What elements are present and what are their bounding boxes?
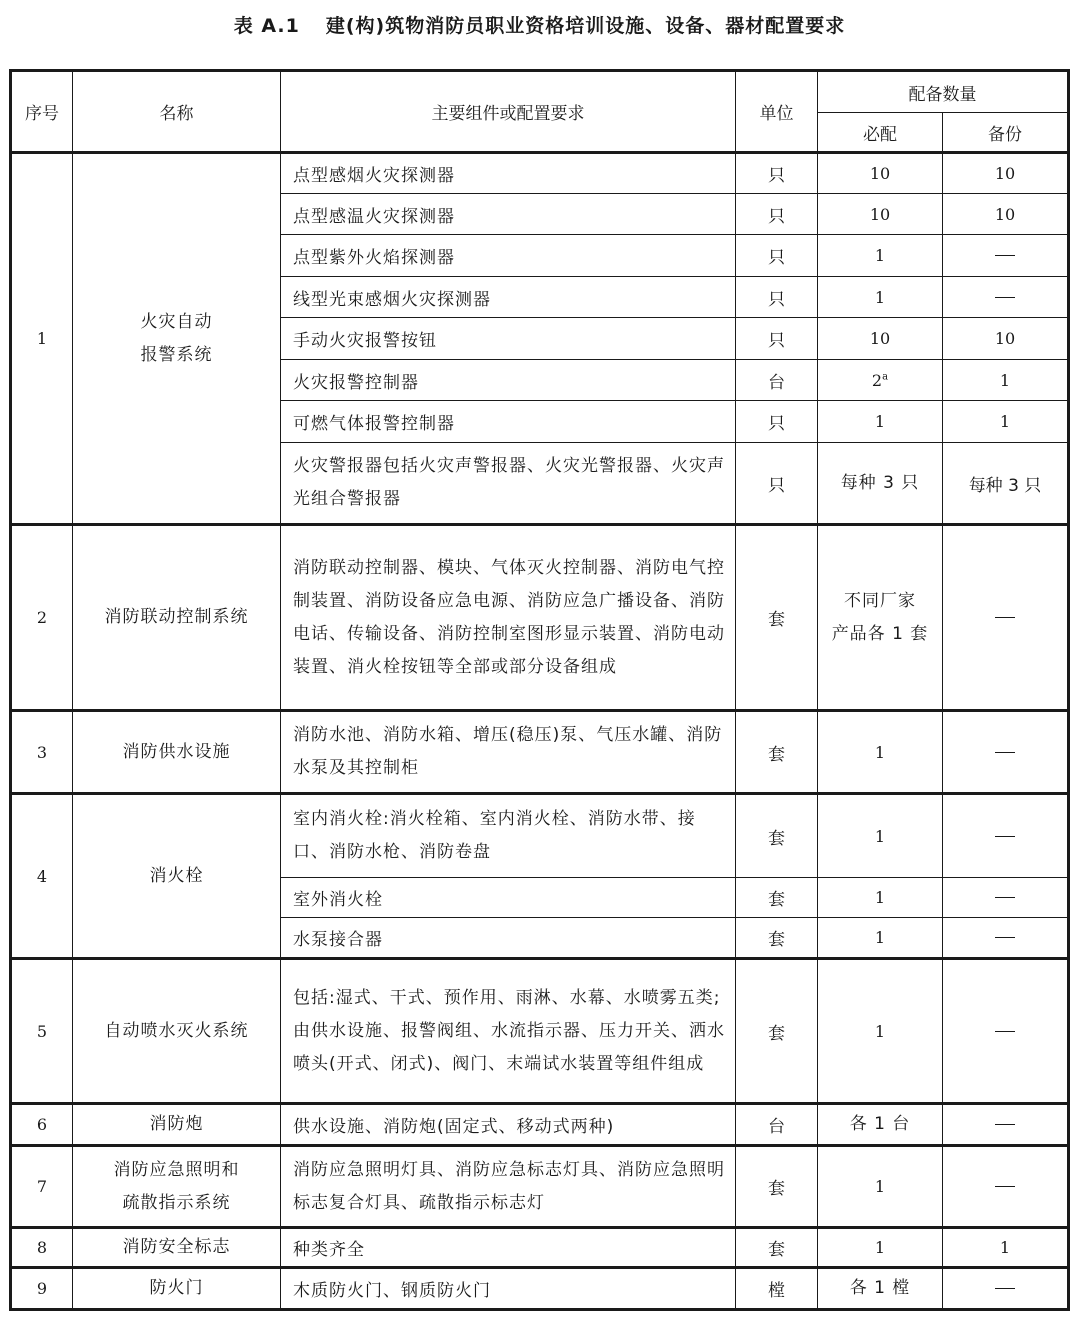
row-backup-text [995, 255, 1015, 256]
row-seq-text: 5 [36, 1021, 48, 1041]
row-requirement [281, 153, 736, 194]
row-unit [736, 794, 818, 878]
row-backup-text [995, 1186, 1015, 1187]
table-row [11, 711, 1069, 794]
row-backup [943, 1268, 1069, 1310]
row-unit [736, 1268, 818, 1310]
row-seq-text: 3 [36, 742, 48, 762]
header-quantity: 配备数量 [818, 71, 1069, 113]
row-required [818, 1228, 943, 1268]
row-name [73, 1104, 281, 1146]
row-required-text: 1 [874, 888, 886, 907]
row-requirement [281, 1104, 736, 1146]
row-name [73, 1228, 281, 1268]
table-row [11, 959, 1069, 1104]
row-requirement-text: 点型紫外火焰探测器 [293, 248, 455, 268]
row-requirement [281, 277, 736, 318]
row-unit [736, 1228, 818, 1268]
row-required-text: 1 [874, 1177, 886, 1196]
row-name [73, 525, 281, 711]
row-required-text: 1 [874, 1238, 886, 1257]
row-requirement [281, 1146, 736, 1228]
row-backup [943, 318, 1069, 360]
row-requirement-text: 手动火灾报警按钮 [293, 331, 437, 351]
footnote-marker: a [882, 371, 889, 383]
row-required [818, 1268, 943, 1310]
row-requirement [281, 959, 736, 1104]
row-required-text: 不同厂家 产品各 1 套 [831, 590, 929, 644]
row-required-text: 1 [874, 287, 886, 307]
row-required [818, 711, 943, 794]
row-backup [943, 711, 1069, 794]
row-required [818, 878, 943, 918]
row-backup [943, 878, 1069, 918]
row-requirement [281, 918, 736, 959]
row-backup [943, 1228, 1069, 1268]
row-requirement-text: 消防应急照明灯具、消防应急标志灯具、消防应急照明标志复合灯具、疏散指示标志灯 [293, 1159, 725, 1213]
row-backup-text: 10 [994, 164, 1016, 183]
row-requirement [281, 1228, 736, 1268]
row-name [73, 959, 281, 1104]
row-unit-text: 只 [768, 414, 785, 434]
row-unit-text: 只 [768, 248, 785, 268]
row-unit [736, 401, 818, 443]
row-unit [736, 277, 818, 318]
row-required [818, 443, 943, 525]
row-backup-text: 1 [999, 1238, 1011, 1257]
row-required-text: 1 [874, 826, 886, 846]
row-required-text: 2 [871, 370, 883, 390]
row-requirement-text: 点型感烟火灾探测器 [293, 166, 455, 186]
row-required-text: 10 [869, 164, 891, 183]
row-required [818, 401, 943, 443]
row-name-text: 消防供水设施 [122, 741, 231, 762]
row-required [818, 153, 943, 194]
row-backup-text [995, 836, 1015, 837]
row-backup-text [995, 1031, 1015, 1032]
row-name-text: 消防应急照明和 疏散指示系统 [113, 1159, 240, 1213]
row-unit [736, 918, 818, 959]
row-requirement [281, 194, 736, 235]
row-name-text: 自动喷水灭火系统 [104, 1020, 249, 1041]
row-backup [943, 794, 1069, 878]
table-code: 表 A.1 [233, 15, 300, 37]
row-required-text: 各 1 台 [849, 1114, 911, 1134]
header-seq: 序号 [11, 71, 73, 153]
row-requirement-text: 室内消火栓:消火栓箱、室内消火栓、消防水带、接口、消防水枪、消防卷盘 [293, 809, 696, 862]
row-backup-text [995, 752, 1015, 753]
row-unit [736, 194, 818, 235]
row-seq-text: 6 [36, 1115, 48, 1134]
table-body [11, 153, 1069, 1310]
row-name [73, 153, 281, 525]
table-row [11, 1228, 1069, 1268]
row-unit [736, 360, 818, 401]
row-required-text: 1 [874, 412, 886, 431]
row-required-text: 每种 3 只 [840, 472, 920, 493]
row-backup [943, 1104, 1069, 1146]
table-row [11, 1146, 1069, 1228]
row-required-text: 10 [869, 329, 891, 348]
row-backup-text [995, 297, 1015, 298]
row-backup-text [995, 1124, 1015, 1125]
row-unit-text: 只 [768, 289, 785, 310]
row-required [818, 1146, 943, 1228]
row-unit-text: 套 [768, 890, 785, 910]
row-name [73, 1268, 281, 1310]
row-backup-text [995, 937, 1015, 938]
row-required [818, 235, 943, 277]
row-requirement-text: 室外消火栓 [293, 890, 383, 910]
row-requirement [281, 1268, 736, 1310]
row-requirement-text: 火灾报警控制器 [293, 372, 419, 393]
row-requirement-text: 水泵接合器 [293, 930, 383, 950]
row-unit [736, 1104, 818, 1146]
row-backup-text [995, 1288, 1015, 1289]
row-required [818, 918, 943, 959]
table-row [11, 1268, 1069, 1310]
row-requirement [281, 318, 736, 360]
row-seq [11, 525, 73, 711]
row-unit-text: 只 [768, 166, 785, 186]
row-seq-text: 2 [36, 608, 48, 627]
row-requirement-text: 包括:湿式、干式、预作用、雨淋、水幕、水喷雾五类;由供水设施、报警阀组、水流指示器、压力开关、洒水喷头(开式、闭式)、阀门、末端试水装置等组件组成 [293, 987, 725, 1074]
row-seq [11, 711, 73, 794]
row-seq [11, 794, 73, 959]
row-requirement-text: 消防联动控制器、模块、气体灭火控制器、消防电气控制装置、消防设备应急电源、消防应急广播设备、消防电话、传输设备、消防控制室图形显示装置、消防电动装置、消火栓按钮等全部或部分设备组成 [293, 557, 725, 677]
row-backup-text [995, 617, 1015, 618]
row-unit [736, 959, 818, 1104]
row-name [73, 711, 281, 794]
header-backup: 备份 [943, 113, 1069, 153]
row-required [818, 959, 943, 1104]
row-backup [943, 918, 1069, 959]
row-required [818, 318, 943, 360]
header-name: 名称 [73, 71, 281, 153]
row-requirement [281, 235, 736, 277]
row-required [818, 525, 943, 711]
row-seq-text: 9 [36, 1279, 48, 1298]
row-unit-text: 套 [768, 1179, 785, 1199]
table-row [11, 794, 1069, 878]
row-backup-text: 1 [999, 370, 1011, 390]
row-requirement-text: 供水设施、消防炮(固定式、移动式两种) [293, 1117, 615, 1137]
row-requirement-text: 火灾警报器包括火灾声警报器、火灾光警报器、火灾声光组合警报器 [293, 456, 725, 509]
row-unit [736, 153, 818, 194]
row-unit-text: 只 [768, 331, 785, 351]
table-title [0, 6, 1079, 46]
row-name [73, 794, 281, 959]
row-unit-text: 套 [768, 610, 785, 630]
row-unit-text: 套 [768, 1023, 785, 1044]
row-unit-text: 台 [768, 1117, 785, 1137]
row-backup [943, 525, 1069, 711]
row-seq-text: 4 [36, 866, 48, 886]
row-unit-text: 套 [768, 930, 785, 950]
table-row [11, 153, 1069, 194]
row-backup [943, 153, 1069, 194]
row-backup [943, 959, 1069, 1104]
row-backup [943, 194, 1069, 235]
row-requirement [281, 794, 736, 878]
row-backup-text: 1 [999, 412, 1011, 431]
row-unit-text: 只 [768, 206, 785, 227]
row-name-text: 防火门 [149, 1278, 204, 1298]
row-required-text: 1 [874, 1021, 886, 1041]
row-name [73, 1146, 281, 1228]
header-required: 必配 [818, 113, 943, 153]
row-requirement [281, 401, 736, 443]
row-requirement [281, 711, 736, 794]
row-backup [943, 277, 1069, 318]
row-name-text: 消防炮 [149, 1114, 204, 1134]
row-unit [736, 235, 818, 277]
row-requirement-text: 可燃气体报警控制器 [293, 414, 455, 434]
row-requirement-text: 消防水池、消防水箱、增压(稳压)泵、气压水罐、消防水泵及其控制柜 [293, 725, 723, 778]
row-requirement [281, 878, 736, 918]
row-unit [736, 711, 818, 794]
row-requirement [281, 443, 736, 525]
table-title-text: 建(构)筑物消防员职业资格培训设施、设备、器材配置要求 [325, 15, 846, 37]
row-unit-text: 套 [768, 1240, 785, 1260]
row-backup-text: 10 [994, 329, 1016, 348]
row-required [818, 360, 943, 401]
row-name-text: 消火栓 [149, 865, 204, 886]
row-unit [736, 525, 818, 711]
row-seq-text: 8 [36, 1238, 48, 1257]
row-required [818, 277, 943, 318]
row-name-text: 消防联动控制系统 [104, 607, 249, 627]
row-required-text: 1 [874, 928, 886, 947]
row-unit-text: 台 [768, 372, 785, 393]
row-unit-text: 套 [768, 744, 785, 765]
row-unit [736, 878, 818, 918]
table-row [11, 525, 1069, 711]
row-backup-text: 10 [994, 204, 1016, 224]
row-requirement-text: 木质防火门、钢质防火门 [293, 1281, 491, 1301]
row-backup [943, 235, 1069, 277]
row-backup [943, 401, 1069, 443]
row-seq-text: 1 [36, 329, 48, 348]
row-seq [11, 1146, 73, 1228]
row-unit-text: 套 [768, 828, 785, 849]
row-backup-text [995, 897, 1015, 898]
header-requirement: 主要组件或配置要求 [281, 71, 736, 153]
row-unit [736, 318, 818, 360]
row-name-text: 火灾自动 报警系统 [140, 311, 213, 365]
row-seq-text: 7 [36, 1177, 48, 1196]
row-unit [736, 443, 818, 525]
row-required-text: 各 1 樘 [849, 1278, 911, 1298]
row-requirement-text: 点型感温火灾探测器 [293, 206, 455, 227]
row-unit [736, 1146, 818, 1228]
row-requirement [281, 360, 736, 401]
row-backup [943, 360, 1069, 401]
row-seq [11, 1228, 73, 1268]
row-required-text: 1 [874, 742, 886, 762]
row-requirement [281, 525, 736, 711]
row-seq [11, 1104, 73, 1146]
row-backup [943, 443, 1069, 525]
row-backup [943, 1146, 1069, 1228]
row-name-text: 消防安全标志 [122, 1237, 231, 1257]
row-required [818, 194, 943, 235]
row-seq [11, 153, 73, 525]
row-requirement-text: 种类齐全 [293, 1240, 365, 1260]
table-row [11, 1104, 1069, 1146]
row-required [818, 1104, 943, 1146]
config-table [9, 69, 1070, 1311]
row-required [818, 794, 943, 878]
header-unit: 单位 [736, 71, 818, 153]
row-seq [11, 1268, 73, 1310]
row-required-text: 1 [874, 246, 886, 265]
row-seq [11, 959, 73, 1104]
row-backup-text: 每种 3 只 [968, 475, 1042, 496]
row-requirement-text: 线型光束感烟火灾探测器 [293, 289, 491, 310]
row-unit-text: 樘 [768, 1281, 785, 1301]
row-unit-text: 只 [768, 475, 785, 496]
row-required-text: 10 [869, 204, 891, 224]
